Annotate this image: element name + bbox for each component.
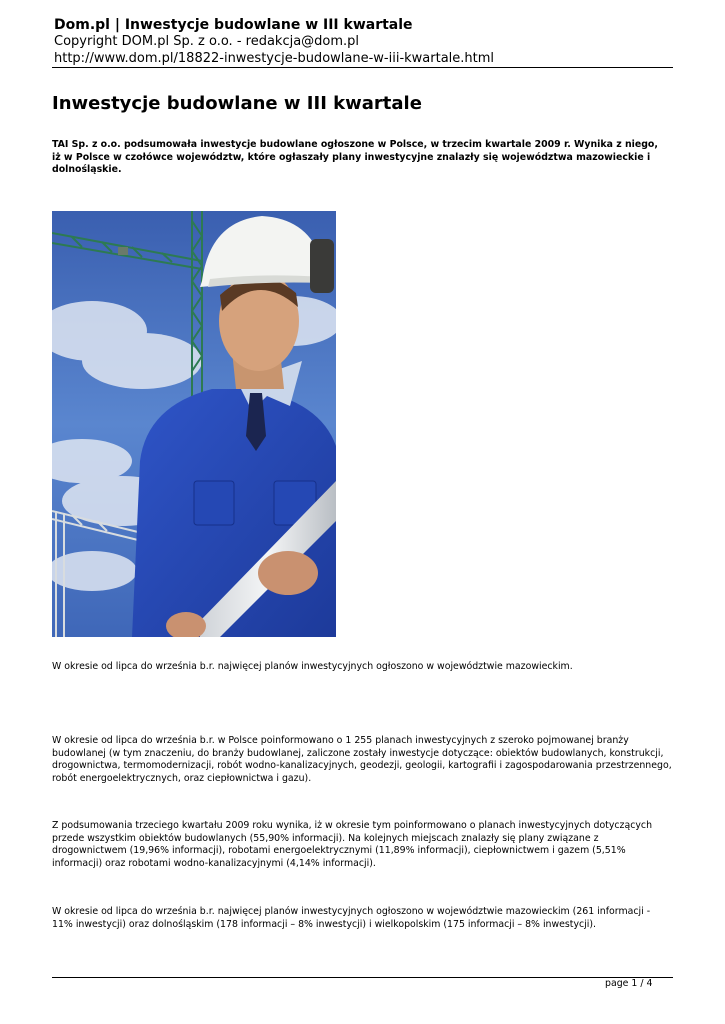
footer-divider bbox=[52, 977, 673, 978]
paragraph-4: W okresie od lipca do września b.r. najwięcej planów inwestycyjnych ogłoszono w województwie mazowieckim (261 informacji - 11% inwestycji) oraz dolnośląskim (178 informacji – 8% inwestycji) i wielkopolskim (175 informacji – 8% inwestycji). bbox=[52, 906, 651, 930]
article-photo bbox=[52, 211, 336, 637]
paragraph-3: Z podsumowania trzeciego kwartału 2009 roku wynika, iż w okresie tym poinformowano o planach inwestycyjnych dotyczących przede wszystkim obiektów budowlanych (55,90% informacji). Na kolejnych miejscach znalazły się plany związane z drogownictwem (19,96% informacji), robotami energoelektrycznymi (11,89% informacji), ciepłownictwem i gazem (5,51% informacji) oraz robotami wodno-kanalizacyjnymi (4,14% informacji). bbox=[52, 820, 653, 869]
paragraph-2: W okresie od lipca do września b.r. w Polsce poinformowano o 1 255 planach inwestycyjnych z szeroko pojmowanej branży budowlanej (w tym znaczeniu, do branży budowlanej, zaliczone zostały inwestycje dotyczące: obiektów budowlanych, konstrukcji, drogownictwa, termomodernizacji, robót wodno-kanalizacyjnych, geodezji, geologii, kartografii i zagospodarowania przestrzennego, robót energoelektrycznych, oraz ciepłownictwa i gazu). bbox=[52, 735, 672, 784]
copyright-line: Copyright DOM.pl Sp. z o.o. - redakcja@dom.pl bbox=[54, 34, 360, 49]
paragraph-1: W okresie od lipca do września b.r. najwięcej planów inwestycyjnych ogłoszono w województwie mazowieckim. bbox=[52, 661, 573, 672]
page-number: page 1 / 4 bbox=[605, 978, 653, 989]
source-url: http://www.dom.pl/18822-inwestycje-budowlane-w-iii-kwartale.html bbox=[54, 50, 495, 66]
site-title: Dom.pl | Inwestycje budowlane w III kwartale bbox=[54, 17, 413, 33]
article-title: Inwestycje budowlane w III kwartale bbox=[52, 93, 422, 114]
header-divider bbox=[52, 67, 673, 68]
document-header bbox=[54, 16, 674, 67]
article-lead: TAI Sp. z o.o. podsumowała inwestycje budowlane ogłoszone w Polsce, w trzecim kwartale 2009 r. Wynika z niego, iż w Polsce w czołówce województw, które ogłaszały plany inwestycyjne znalazły się województwa mazowieckie i dolnośląskie. bbox=[52, 139, 658, 176]
